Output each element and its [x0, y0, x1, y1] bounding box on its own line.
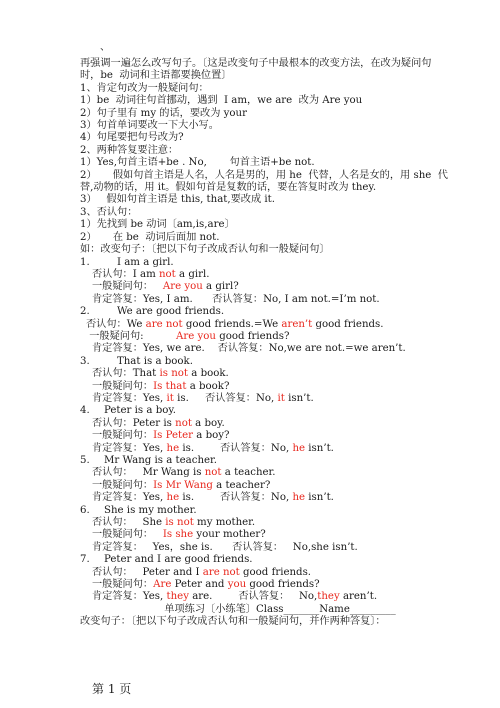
highlighted-text: not	[175, 417, 192, 429]
text-line	[80, 182, 480, 194]
text-segment: good friends.	[239, 566, 312, 578]
text-segment: Peter and I are good friends.	[104, 554, 253, 566]
text-line	[80, 542, 480, 554]
text-segment: a girl?	[202, 281, 239, 293]
highlighted-text: aren’t	[281, 318, 313, 330]
document-body	[80, 58, 480, 629]
text-line	[80, 58, 480, 70]
highlighted-text: Are you	[176, 330, 216, 342]
text-segment: a boy?	[193, 430, 230, 442]
text-segment: 一般疑问句：	[92, 529, 163, 541]
item-number: 5.	[80, 455, 90, 466]
text-segment: 1）先找到 be 动词〔am,is,are〕	[80, 219, 235, 231]
text-segment: a girl.	[175, 268, 210, 280]
text-segment: 否认句：I am	[92, 268, 159, 280]
text-line	[80, 108, 480, 120]
text-segment: 肯定答复：Yes,	[92, 392, 167, 404]
text-segment: 3、否认句：	[80, 206, 138, 218]
text-segment: 3） 假如句首主语是 this, that,要改成 it.	[80, 194, 276, 206]
text-line	[80, 83, 480, 95]
text-line	[80, 517, 480, 529]
text-segment: 否认句：Peter is	[92, 417, 176, 429]
text-segment: good friends?	[246, 579, 320, 591]
text-segment: 1、肯定句改为一般疑问句：	[80, 82, 209, 94]
text-line	[80, 269, 480, 281]
text-segment: 否认句：That	[92, 368, 160, 380]
text-segment: 否认句：We	[86, 318, 146, 330]
text-line	[80, 194, 480, 206]
text-segment: a boy.	[191, 417, 225, 429]
text-line	[80, 170, 480, 182]
text-segment: I am a girl.	[104, 256, 174, 268]
text-segment: 肯定答复：Yes,	[92, 591, 167, 603]
text-segment: 1）Yes,句首主语+be . No, 句首主语+be not.	[80, 157, 315, 169]
text-segment: 肯定答复： Yes，she is. 否认答复： No,she isn’t.	[92, 541, 358, 553]
text-line	[80, 219, 480, 231]
text-segment: aren’t.	[339, 591, 378, 603]
text-line	[80, 319, 480, 331]
item-number: 3.	[80, 355, 90, 367]
highlighted-text: they	[166, 591, 189, 603]
text-line	[80, 294, 480, 306]
text-line	[80, 145, 480, 157]
text-segment: Mr Wang is a teacher.	[104, 455, 218, 466]
highlighted-text: he	[166, 442, 180, 454]
text-line	[80, 207, 480, 219]
text-line	[80, 257, 480, 269]
text-line	[80, 331, 480, 343]
text-segment: your mother?	[193, 529, 266, 541]
highlighted-text: it	[166, 392, 174, 404]
text-segment: good friends.=We	[182, 318, 282, 330]
text-segment: We are good friends.	[104, 306, 225, 318]
text-segment: 否认句： Mr Wang is	[92, 467, 205, 479]
highlighted-text: they	[317, 591, 340, 603]
corner-mark: 、	[100, 42, 110, 53]
text-segment: are. 否认答复： No,	[188, 591, 318, 603]
text-segment: 一般疑问句：	[92, 281, 163, 293]
text-line	[80, 591, 480, 603]
text-line	[80, 480, 480, 492]
text-segment: a teacher?	[212, 479, 271, 491]
text-line	[80, 567, 480, 579]
text-segment: 肯定答复：Yes, we are. 否认答复：No,we are not.=we aren’t.	[92, 343, 406, 355]
text-segment: is. 否认答复：No,	[179, 492, 293, 504]
text-segment: That is a book.	[104, 355, 193, 367]
text-segment: a book?	[186, 380, 230, 392]
highlighted-text: not	[204, 467, 222, 479]
text-segment: 替,动物的话，用 it。假如句首是复数的话，要在答复时改为 they.	[80, 182, 377, 194]
text-line	[80, 579, 480, 591]
text-line	[80, 232, 480, 244]
text-segment: 一般疑问句：	[92, 479, 154, 491]
text-line	[80, 430, 480, 442]
text-segment: 否认句： Peter and I	[92, 566, 203, 578]
text-line	[80, 604, 480, 616]
text-line	[80, 443, 480, 455]
text-line	[80, 616, 480, 628]
text-segment: 肯定答复：Yes, I am. 否认答复：No, I am not.=I’m not.	[92, 293, 380, 305]
text-line	[80, 120, 480, 132]
text-line	[80, 529, 480, 541]
highlighted-text: Is Mr Wang	[153, 479, 213, 491]
text-segment: 2） 假如句首主语是人名，人名是男的，用 he 代替，人名是女的，用 she 代	[80, 169, 448, 181]
text-line	[80, 455, 480, 467]
text-line	[80, 368, 480, 380]
highlighted-text: it	[277, 392, 285, 404]
text-segment: Peter is a boy.	[104, 405, 176, 417]
text-segment: 3）句首单词要改一下大小写。	[80, 120, 219, 132]
highlighted-text: are not	[145, 318, 183, 330]
text-line	[80, 343, 480, 355]
text-segment: 改变句子：〔把以下句子改成否认句和一般疑问句，并作两种答复〕：	[80, 616, 386, 628]
text-line	[80, 467, 480, 479]
highlighted-text: Is she	[162, 529, 194, 541]
highlighted-text: you	[227, 579, 247, 591]
text-line	[80, 492, 480, 504]
text-segment: a book.	[188, 368, 229, 380]
text-segment: 一般疑问句：	[92, 579, 154, 591]
text-segment: 单项练习〔小练笔〕Class_______Name_________	[164, 603, 396, 615]
highlighted-text: Is that	[153, 380, 187, 392]
text-line	[80, 418, 480, 430]
highlighted-text: Is Peter	[153, 430, 194, 442]
item-number: 2.	[80, 306, 90, 318]
text-segment: is. 否认答复：No,	[179, 442, 293, 454]
text-line	[80, 157, 480, 169]
text-segment: 一般疑问句：	[92, 430, 154, 442]
text-line	[80, 505, 480, 517]
text-segment: 如：改变句子：〔把以下句子改成否认句和一般疑问句〕	[80, 244, 330, 256]
highlighted-text: are not	[202, 566, 240, 578]
text-segment: 4）句尾要把句号改为?	[80, 132, 184, 144]
text-segment: isn’t.	[284, 392, 314, 404]
text-line	[80, 306, 480, 318]
text-segment: isn’t.	[305, 492, 334, 504]
text-line	[80, 132, 480, 144]
text-line	[80, 356, 480, 368]
text-segment: my mother.	[193, 517, 256, 529]
item-number: 1.	[80, 256, 90, 268]
text-segment: good friends?	[215, 330, 290, 342]
highlighted-text: Are you	[162, 281, 203, 293]
highlighted-text: not	[158, 268, 176, 280]
text-segment: 2、两种答复要注意：	[80, 144, 179, 156]
item-number: 4.	[80, 405, 90, 417]
text-segment: 肯定答复：Yes,	[92, 492, 167, 504]
text-line	[80, 281, 480, 293]
text-segment: She is my mother.	[104, 504, 197, 516]
text-segment: 一般疑问句：	[92, 380, 154, 392]
text-segment: 肯定答复：Yes,	[92, 442, 167, 454]
text-line	[80, 405, 480, 417]
text-segment: 否认句： She	[92, 517, 166, 529]
text-line	[80, 554, 480, 566]
highlighted-text: Are	[153, 579, 172, 591]
text-line	[80, 393, 480, 405]
page-number: 第 1 页	[92, 682, 132, 696]
text-segment: 一般疑问句:	[86, 330, 176, 342]
highlighted-text: he	[292, 442, 306, 454]
text-segment: Peter and	[171, 579, 228, 591]
highlighted-text: he	[292, 492, 306, 504]
text-segment: a teacher.	[221, 467, 276, 479]
text-segment: isn’t.	[305, 442, 334, 454]
text-segment: 时，be 动词和主语都要换位置〕	[80, 70, 232, 82]
text-segment: good friends.	[312, 318, 384, 330]
item-number: 6.	[80, 504, 90, 516]
text-segment: 2）句子里有 my 的话，要改为 your	[80, 107, 247, 119]
text-line	[80, 381, 480, 393]
text-segment: 再强调一遍怎么改写句子。〔这是改变句子中最根本的改变方法，在改为疑问句	[80, 58, 432, 69]
highlighted-text: is not	[165, 517, 194, 529]
text-segment: 1）be 动词往句首挪动，遇到 I am，we are 改为 Are you	[80, 95, 363, 107]
item-number: 7.	[80, 554, 90, 566]
highlighted-text: is not	[159, 368, 189, 380]
text-line	[80, 95, 480, 107]
text-line	[80, 244, 480, 256]
text-line	[80, 70, 480, 82]
highlighted-text: he	[166, 492, 180, 504]
text-segment: is. 否认答复：No,	[173, 392, 278, 404]
text-segment: 2） 在 be 动词后面加 not.	[80, 231, 220, 243]
